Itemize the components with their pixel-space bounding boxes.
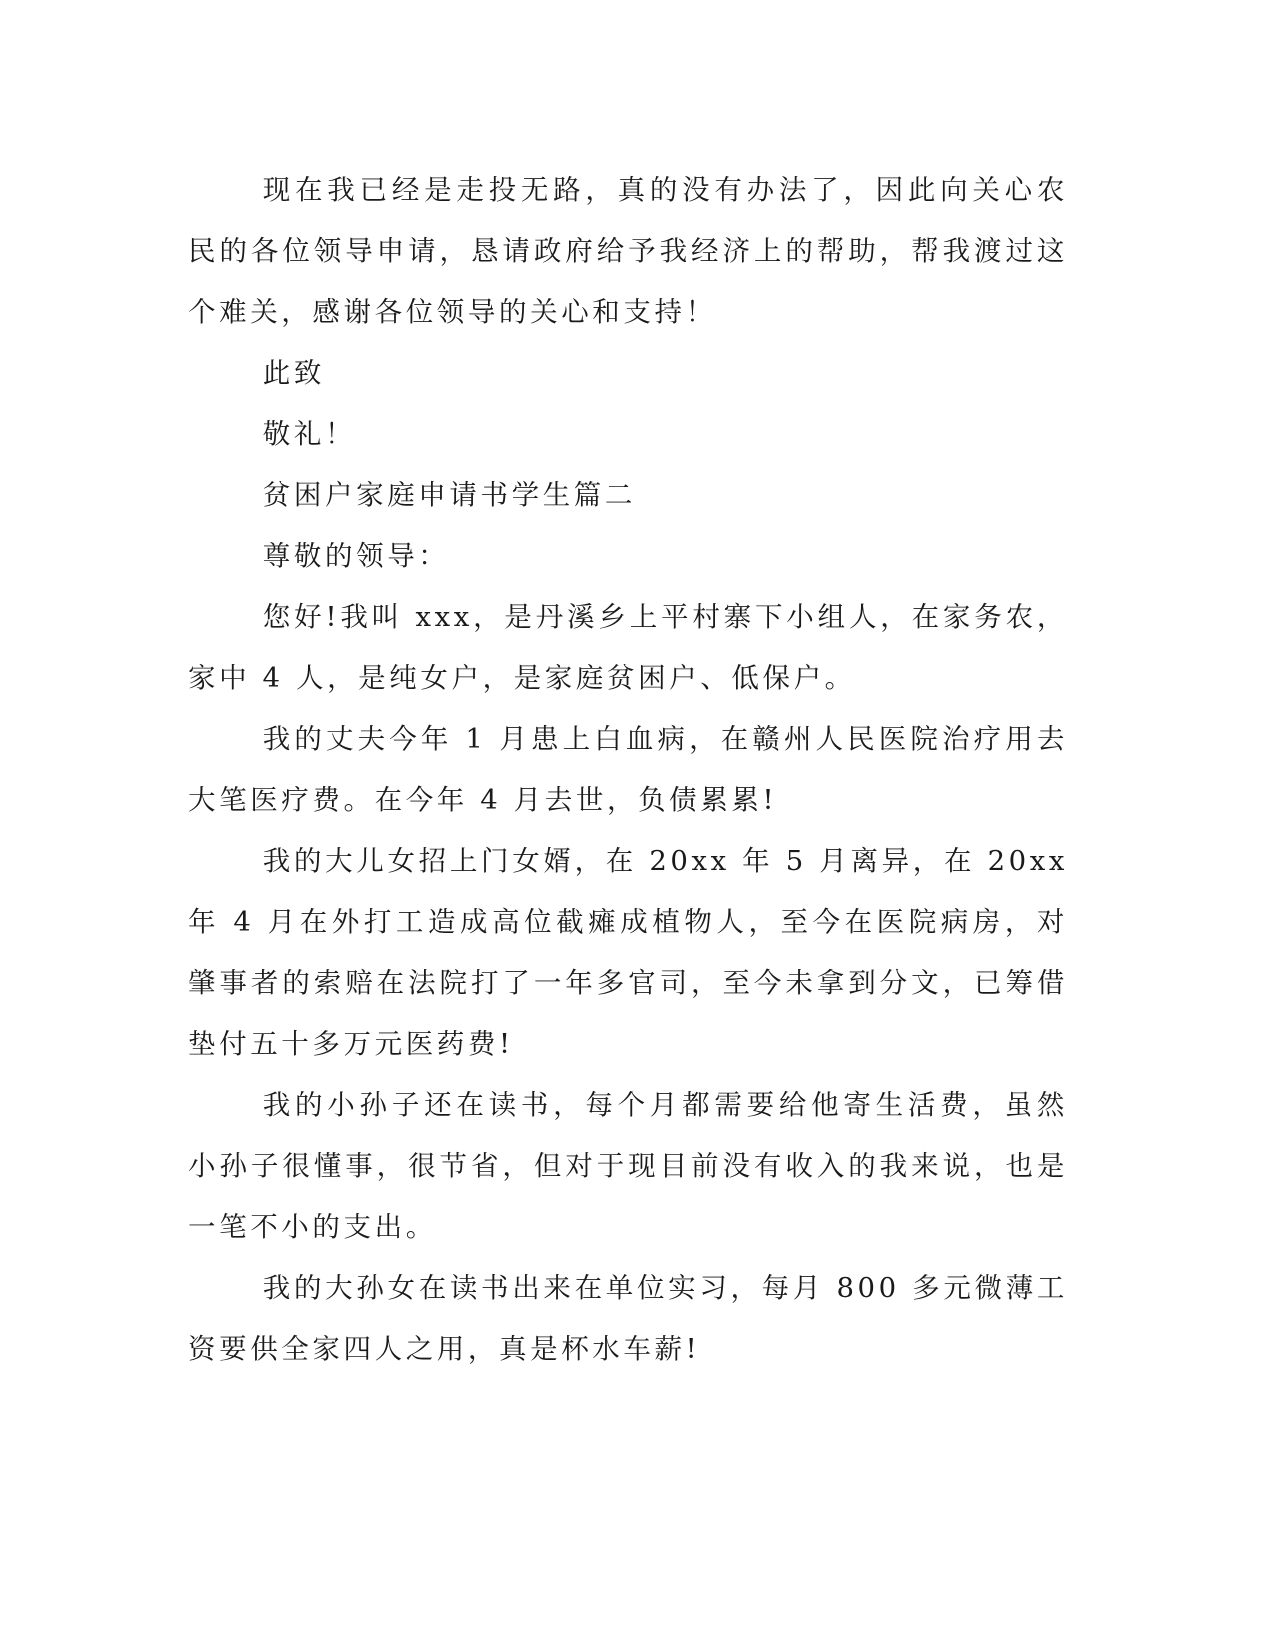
paragraph-daughter: 我的大儿女招上门女婿，在 20xx 年 5 月离异，在 20xx 年 4 月在外打工造成高位截瘫成植物人，至今在医院病房，对肇事者的索赔在法院打了一年多官司，至今未拿到分文，已筹借垫付五十多万元医药费! (188, 845, 1068, 1060)
paragraph-grandson: 我的小孙子还在读书，每个月都需要给他寄生活费，虽然小孙子很懂事，很节省，但对于现目前没有收入的我来说，也是一笔不小的支出。 (188, 1089, 1068, 1243)
paragraph-granddaughter: 我的大孙女在读书出来在单位实习，每月 800 多元微薄工资要供全家四人之用，真是杯水车薪! (188, 1272, 1068, 1365)
document-body (188, 160, 1068, 1380)
paragraph-appeal-closing: 现在我已经是走投无路，真的没有办法了，因此向关心农民的各位领导申请，恳请政府给予我经济上的帮助，帮我渡过这个难关，感谢各位领导的关心和支持！ (188, 174, 1068, 328)
salutation-jingli: 敬礼！ (262, 418, 357, 450)
paragraph-husband: 我的丈夫今年 1 月患上白血病，在赣州人民医院治疗用去大笔医疗费。在今年 4 月去世，负债累累! (188, 723, 1068, 816)
greeting: 尊敬的领导： (262, 540, 450, 572)
salutation-cizhi: 此致 (262, 357, 325, 389)
section-heading: 贫困户家庭申请书学生篇二 (262, 479, 636, 511)
paragraph-introduction: 您好!我叫 xxx，是丹溪乡上平村寨下小组人，在家务农，家中 4 人，是纯女户，是家庭贫困户、低保户。 (188, 601, 1068, 694)
